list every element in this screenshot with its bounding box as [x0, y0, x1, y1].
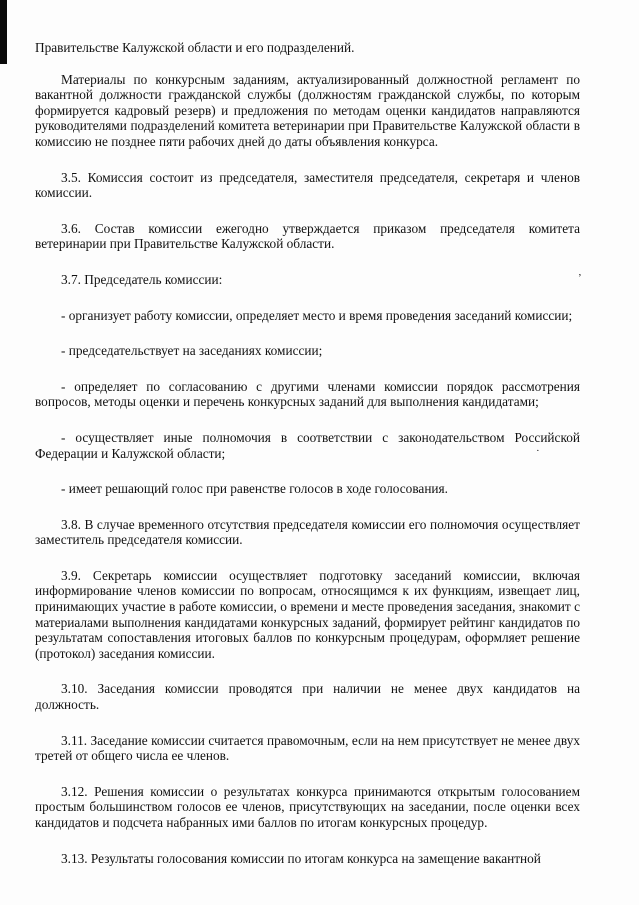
- paragraph-3-5: 3.5. Комиссия состоит из председателя, заместителя председателя, секретаря и членов комиссии.: [35, 169, 580, 201]
- document-body: [35, 40, 580, 866]
- scan-speck: ·: [536, 445, 540, 457]
- paragraph-3-13: 3.13. Результаты голосования комиссии по итогам конкурса на замещение вакантной: [61, 850, 541, 866]
- paragraph-3-12: 3.12. Решения комиссии о результатах конкурса принимаются открытым голосованием простым большинством голосов ее членов, присутствующих на заседании, после оценки всех кандидатов и подсчета набранных ими баллов по итогам конкурсных процедур.: [35, 783, 580, 830]
- scan-speck: ’: [578, 272, 582, 284]
- paragraph-3-11: 3.11. Заседание комиссии считается правомочным, если на нем присутствует не менее двух третей от общего числа ее членов.: [35, 732, 580, 764]
- paragraph-3-7: 3.7. Председатель комиссии:: [61, 271, 223, 287]
- paragraph-continuation: Правительстве Калужской области и его подразделений.: [35, 40, 355, 55]
- list-item-other-powers: - осуществляет иные полномочия в соответствии с законодательством Российской Федерации и Калужской области;: [35, 429, 580, 461]
- list-item-presides: - председательствует на заседаниях комиссии;: [61, 343, 323, 359]
- list-item-determines: - определяет по согласованию с другими членами комиссии порядок рассмотрения вопросов, методы оценки и перечень конкурсных заданий для выполнения кандидатами;: [35, 378, 580, 410]
- paragraph-3-6: 3.6. Состав комиссии ежегодно утверждается приказом председателя комитета ветеринарии при Правительстве Калужской области.: [35, 220, 580, 252]
- paragraph-3-8: 3.8. В случае временного отсутствия председателя комиссии его полномочия осуществляет заместитель председателя комиссии.: [35, 516, 580, 548]
- scan-edge-mark: [0, 0, 7, 64]
- paragraph-3-10: 3.10. Заседания комиссии проводятся при наличии не менее двух кандидатов на должность.: [35, 681, 580, 713]
- list-item-deciding-vote: - имеет решающий голос при равенстве голосов в ходе голосования.: [61, 481, 448, 497]
- paragraph-materials: Материалы по конкурсным заданиям, актуализированный должностной регламент по вакантной должности гражданской службы (должностям гражданской службы, по которым формируется кадровый резерв) и предложения по методам оценки кандидатов направляются руководителями подразделений комитета ветеринарии при Правительстве Калужской области в комиссию не позднее пяти рабочих дней до даты объявления конкурса.: [35, 71, 580, 149]
- list-item-organizes: - организует работу комиссии, определяет место и время проведения заседаний комиссии;: [61, 307, 573, 323]
- paragraph-3-9: 3.9. Секретарь комиссии осуществляет подготовку заседаний комиссии, включая информирование членов комиссии по вопросам, относящимся к их функциям, извещает лиц, принимающих участие в работе комиссии, о времени и месте проведения заседания, знакомит с материалами выполнения кандидатами конкурсных заданий, формирует рейтинг кандидатов по результатам сопоставления итоговых баллов по конкурсным процедурам, оформляет решение (протокол) заседания комиссии.: [35, 567, 580, 661]
